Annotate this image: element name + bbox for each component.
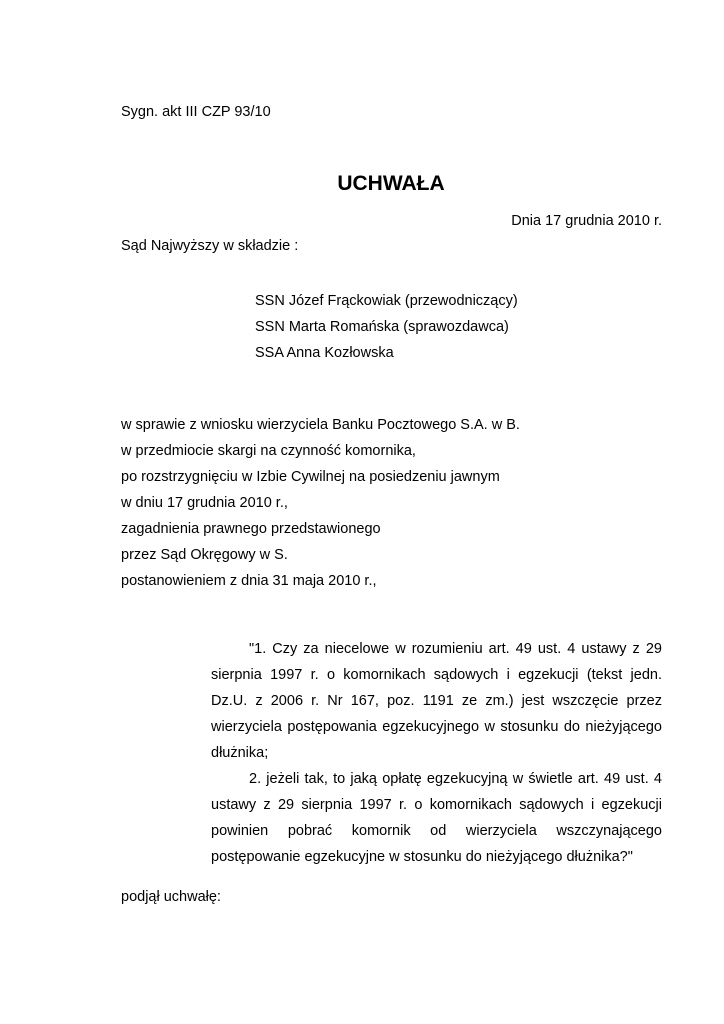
matter-line: postanowieniem z dnia 31 maja 2010 r.,: [121, 573, 377, 589]
judges-list: [255, 288, 518, 366]
resolution-statement: podjął uchwałę:: [121, 889, 221, 905]
question-paragraph-1: "1. Czy za niecelowe w rozumieniu art. 49 ust. 4 ustawy z 29 sierpnia 1997 r. o komornikach sądowych i egzekucji (tekst jedn. Dz.U. z 2006 r. Nr 167, poz. 1191 ze zm.) jest wszczęcie przez wierzyciela postępowania egzekucyjnego w stosunku do nieżyjącego dłużnika;: [211, 641, 662, 761]
matter-line: po rozstrzygnięciu w Izbie Cywilnej na posiedzeniu jawnym: [121, 469, 500, 485]
matter-line: w dniu 17 grudnia 2010 r.,: [121, 495, 288, 511]
matter-line: w przedmiocie skargi na czynność komornika,: [121, 443, 416, 459]
matter-line: zagadnienia prawnego przedstawionego: [121, 521, 381, 537]
legal-question: [211, 636, 662, 870]
matter-line: przez Sąd Okręgowy w S.: [121, 547, 288, 563]
court-composition-intro: Sąd Najwyższy w składzie :: [121, 238, 299, 254]
case-matter: [121, 412, 520, 594]
resolution-date: Dnia 17 grudnia 2010 r.: [511, 213, 662, 229]
judge-presiding: SSN Józef Frąckowiak (przewodniczący): [255, 293, 518, 309]
judge-member: SSA Anna Kozłowska: [255, 345, 394, 361]
matter-line: w sprawie z wniosku wierzyciela Banku Pocztowego S.A. w B.: [121, 417, 520, 433]
judge-rapporteur: SSN Marta Romańska (sprawozdawca): [255, 319, 509, 335]
question-paragraph-2: 2. jeżeli tak, to jaką opłatę egzekucyjną w świetle art. 49 ust. 4 ustawy z 29 sierpnia 1997 r. o komornikach sądowych i egzekucji powinien pobrać komornik od wierzyciela wszczynającego postępowanie egzekucyjne w stosunku do nieżyjącego dłużnika?": [211, 771, 662, 865]
case-signature: Sygn. akt III CZP 93/10: [121, 104, 271, 120]
document-title: UCHWAŁA: [337, 172, 445, 195]
